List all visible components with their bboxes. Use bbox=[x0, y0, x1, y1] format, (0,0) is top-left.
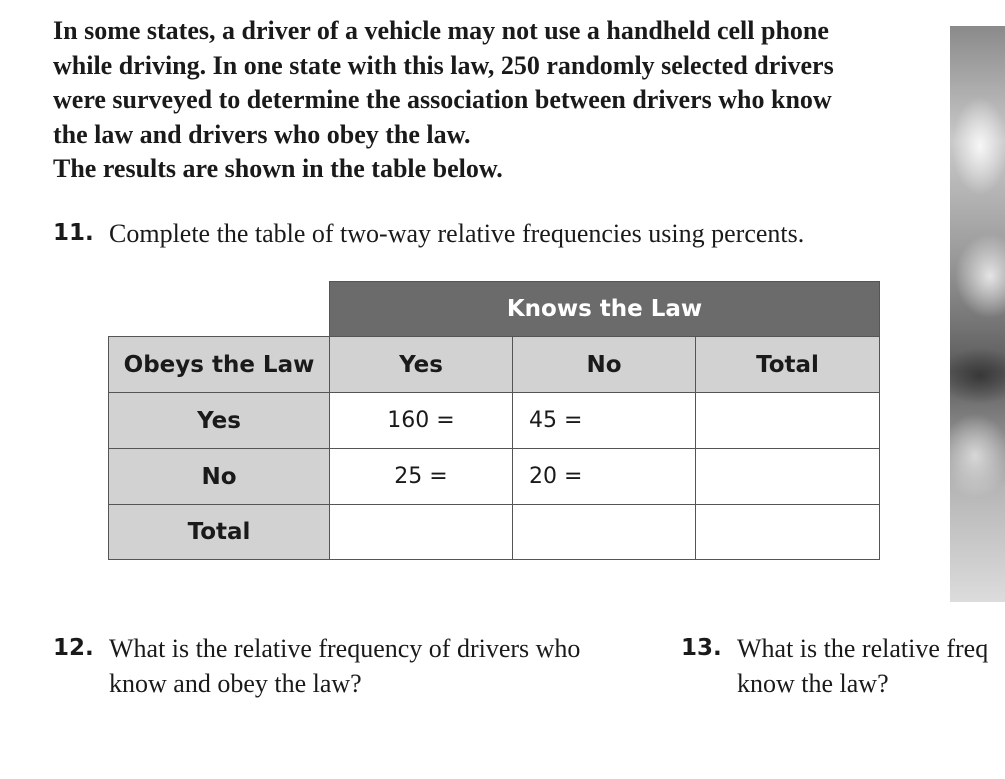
sky-photo bbox=[950, 26, 1005, 602]
row-header-no: No bbox=[108, 448, 330, 505]
cell-total-yes[interactable] bbox=[329, 504, 513, 560]
column-header-no: No bbox=[512, 336, 696, 393]
question-number: 13. bbox=[681, 635, 722, 661]
cell-total-no[interactable] bbox=[512, 504, 696, 560]
cell-total-total[interactable] bbox=[695, 504, 880, 560]
intro-paragraph bbox=[53, 14, 933, 187]
question-line: Complete the table of two-way relative frequencies using percents. bbox=[109, 219, 805, 248]
question-13 bbox=[681, 631, 1005, 703]
question-text bbox=[109, 631, 580, 701]
row-header-total: Total bbox=[108, 504, 330, 560]
cell-no-no: 20 = bbox=[512, 448, 696, 505]
question-line: know and obey the law? bbox=[109, 669, 362, 698]
cell-no-total[interactable] bbox=[695, 448, 880, 505]
question-11 bbox=[53, 216, 913, 252]
question-text bbox=[737, 631, 988, 701]
question-line: know the law? bbox=[737, 669, 889, 698]
intro-line: while driving. In one state with this law, 250 randomly selected drivers bbox=[53, 50, 834, 80]
intro-line: In some states, a driver of a vehicle may not use a handheld cell phone bbox=[53, 16, 829, 45]
question-text bbox=[109, 216, 804, 251]
question-12 bbox=[53, 631, 653, 703]
question-number: 12. bbox=[53, 635, 94, 661]
intro-line: the law and drivers who obey the law. bbox=[53, 119, 471, 149]
column-header-yes: Yes bbox=[329, 336, 513, 393]
row-header-yes: Yes bbox=[108, 392, 330, 449]
knows-the-law-header: Knows the Law bbox=[329, 281, 880, 337]
column-header-total: Total bbox=[695, 336, 880, 393]
two-way-frequency-table bbox=[108, 281, 880, 560]
obeys-the-law-header: Obeys the Law bbox=[108, 336, 330, 393]
question-line: What is the relative freq bbox=[737, 634, 989, 663]
cell-no-yes: 25 = bbox=[329, 448, 513, 505]
question-line: What is the relative frequency of drivers who bbox=[109, 634, 581, 663]
question-number: 11. bbox=[53, 220, 94, 246]
cell-yes-no: 45 = bbox=[512, 392, 696, 449]
cell-yes-total[interactable] bbox=[695, 392, 880, 449]
cell-yes-yes: 160 = bbox=[329, 392, 513, 449]
intro-line: The results are shown in the table below. bbox=[53, 154, 503, 183]
intro-line: were surveyed to determine the association between drivers who know bbox=[53, 85, 832, 114]
